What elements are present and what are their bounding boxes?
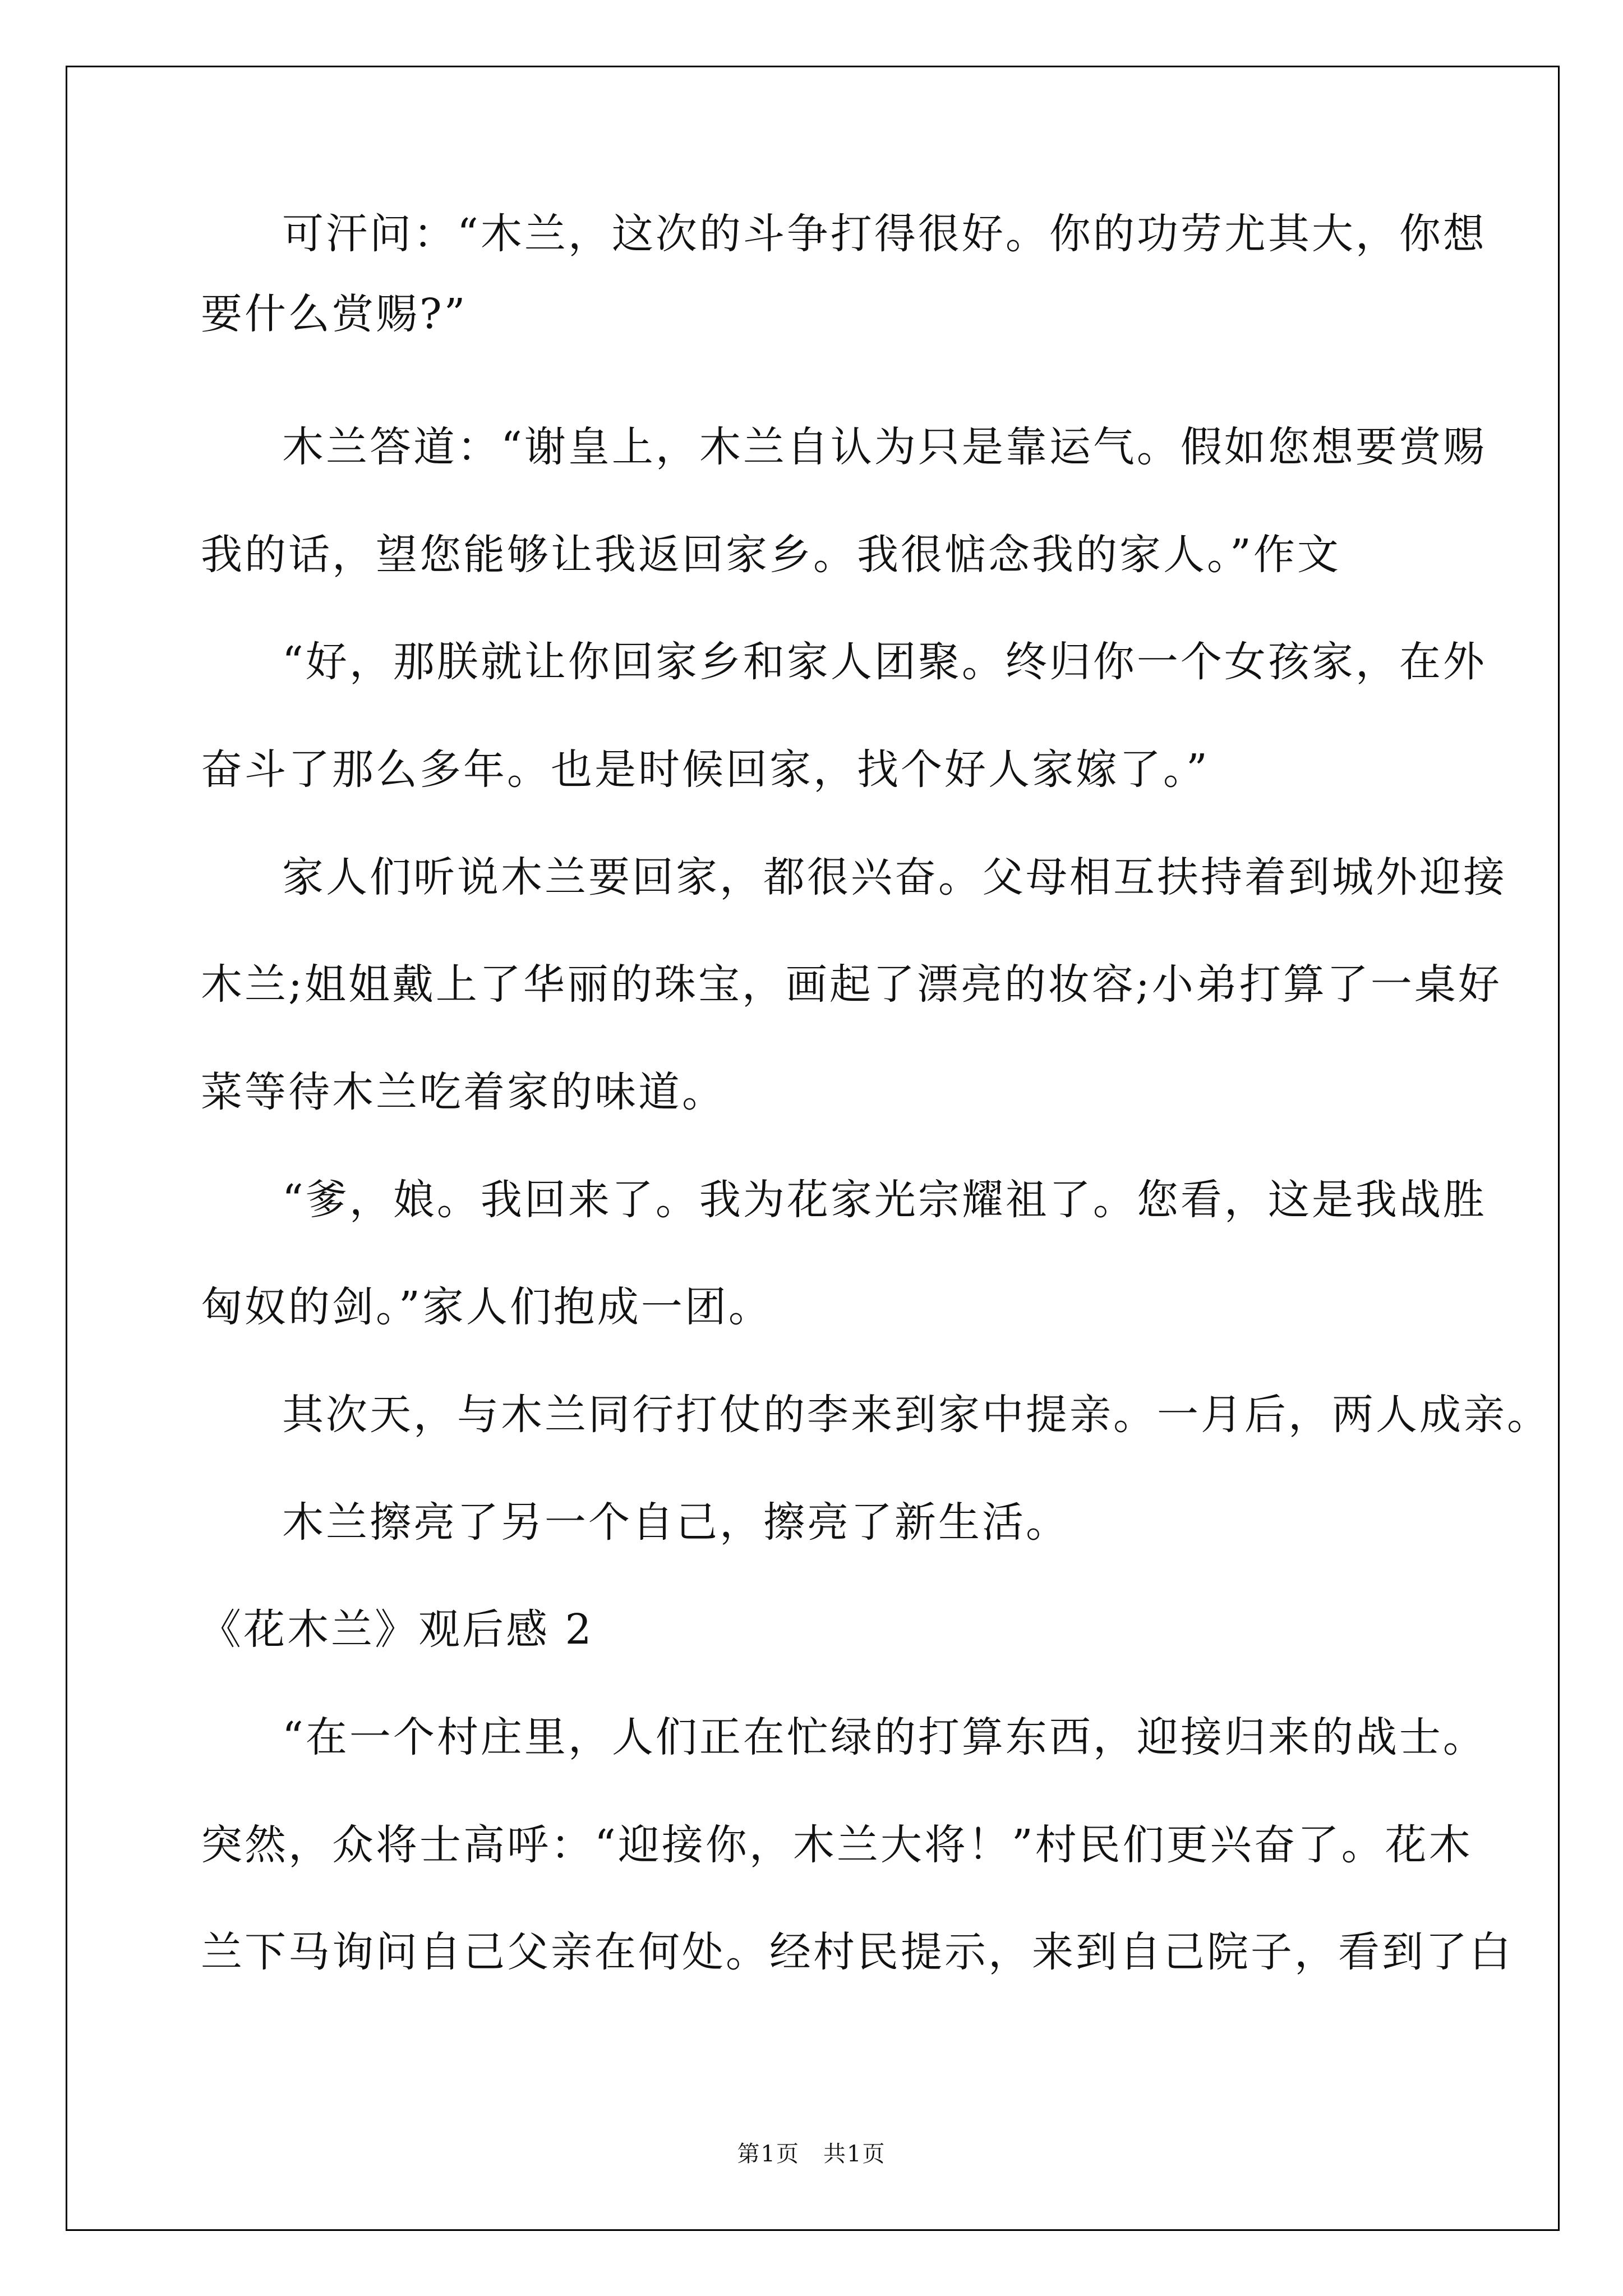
paragraph-line: 匈奴的剑。”家人们抱成一团。 <box>201 1283 772 1331</box>
paragraph-line: 突然，众将士高呼：“迎接你，木兰大将！”村民们更兴奋了。花木 <box>201 1821 1473 1869</box>
paragraph-line: 兰下马询问自己父亲在何处。经村民提示，来到自己院子，看到了白 <box>201 1928 1513 1976</box>
paragraph-line: “爹，娘。我回来了。我为花家光宗耀祖了。您看，这是我战胜 <box>282 1176 1487 1224</box>
paragraph-line: 木兰;姐姐戴上了华丽的珠宝，画起了漂亮的妆容;小弟打算了一桌好 <box>201 960 1502 1009</box>
paragraph-line: “好，那朕就让你回家乡和家人团聚。终归你一个女孩家，在外 <box>282 638 1487 686</box>
paragraph-line: 家人们听说木兰要回家，都很兴奋。父母相互扶持着到城外迎接 <box>282 853 1507 901</box>
paragraph-line: 其次天，与木兰同行打仗的李来到家中提亲。一月后，两人成亲。 <box>282 1391 1551 1439</box>
paragraph-line: 要什么赏赐?” <box>201 290 468 338</box>
paragraph-line: 木兰擦亮了另一个自己，擦亮了新生活。 <box>282 1498 1069 1547</box>
paragraph-line: 我的话，望您能够让我返回家乡。我很惦念我的家人。”作文 <box>201 531 1341 579</box>
page-number-footer: 第1页 共1页 <box>737 2141 886 2167</box>
paragraph-line: “在一个村庄里，人们正在忙绿的打算东西，迎接归来的战士。 <box>282 1713 1487 1761</box>
paragraph-line: 木兰答道：“谢皇上，木兰自认为只是靠运气。假如您想要赏赐 <box>282 423 1487 471</box>
paragraph-line: 菜等待木兰吃着家的味道。 <box>201 1068 726 1116</box>
paragraph-line: 可汗问：“木兰，这次的斗争打得很好。你的功劳尤其大，你想 <box>282 210 1487 258</box>
page-border <box>66 66 1560 2231</box>
section-heading: 《花木兰》观后感 2 <box>200 1605 594 1654</box>
paragraph-line: 奋斗了那么多年。也是时候回家，找个好人家嫁了。” <box>201 746 1210 794</box>
